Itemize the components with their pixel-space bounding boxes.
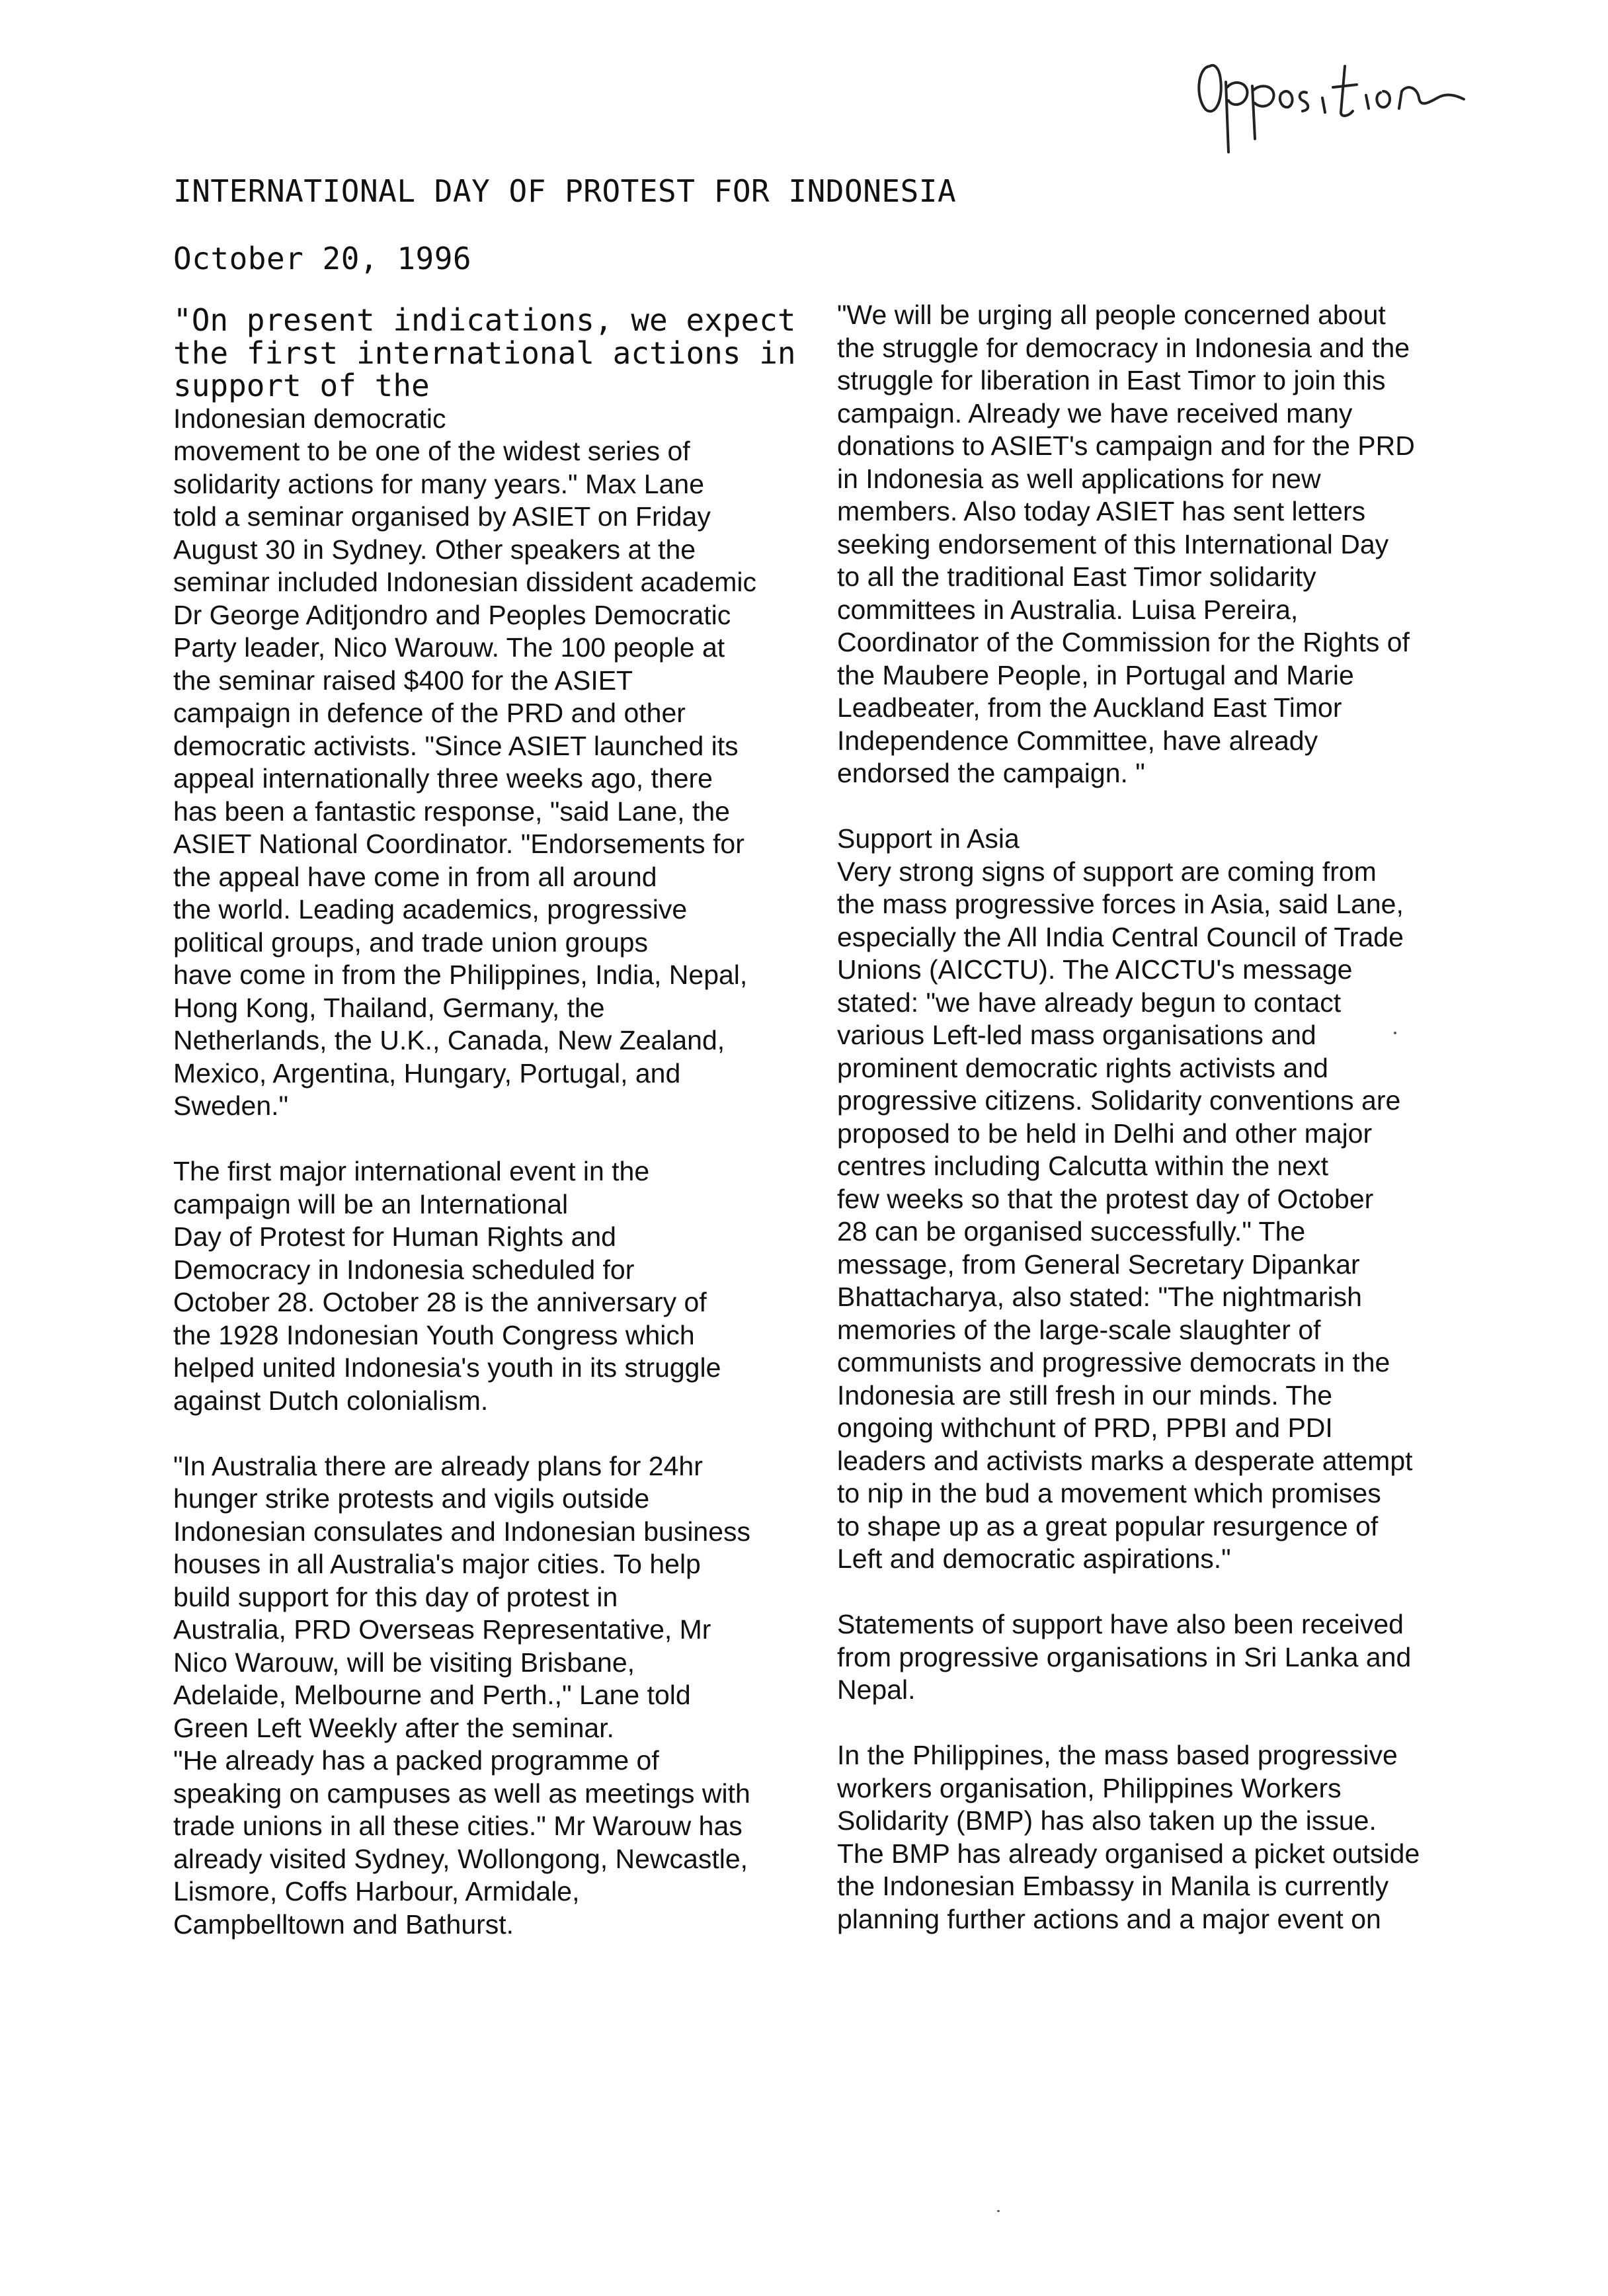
scan-speck: [997, 2210, 1000, 2212]
right-paragraph-3: Statements of support have also been received from progressive organisations in Sri Lanka and Nepal.: [837, 1609, 1412, 1705]
left-paragraph-1: [173, 304, 808, 1123]
handwritten-annotation: [1184, 26, 1468, 159]
scan-speck: [1394, 1032, 1396, 1034]
left-paragraph-2: The first major international event in the campaign will be an International Day of Protest for Human Rights and Democracy in Indonesia scheduled for October 28. October 28 is the anniversary of the 1928 Indonesian Youth Congress which helped united Indonesia's youth in its struggle against Dutch colonialism.: [173, 1156, 721, 1416]
right-paragraph-4: In the Philippines, the mass based progressive workers organisation, Philippines Workers Solidarity (BMP) has also taken up the issue. The BMP has already organised a picket outside the Indonesian Embassy in Manila is currently planning further actions and a major event on: [837, 1740, 1420, 1934]
left-paragraph-1-body: Indonesian democratic movement to be one of the widest series of solidarity actions for many years." Max Lane told a seminar organised by ASIET on Friday August 30 in Sydney. Other speakers at the seminar included Indonesian dissident academic Dr George Aditjondro and Peoples Democratic Party leader, Nico Warouw. The 100 people at the seminar raised $400 for the ASIET campaign in defence of the PRD and other democratic activists. "Since ASIET launched its appeal internationally three weeks ago, there has been a fantastic response, "said Lane, the ASIET National Coordinator. "Endorsements for the appeal have come in from all around the world. Leading academics, progressive political groups, and trade union groups have come in from the Philippines, India, Nepal, Hong Kong, Thailand, Germany, the Netherlands, the U.K., Canada, New Zealand, Mexico, Argentina, Hungary, Portugal, and Sweden.": [173, 403, 757, 1121]
right-paragraph-2: Very strong signs of support are coming from the mass progressive forces in Asia, said Lane, especially the All India Central Council of Trade Unions (AICCTU). The AICCTU's message stated: "we have already begun to contact various Left-led mass organisations and prominent democratic rights activists and progressive citizens. Solidarity conventions are proposed to be held in Delhi and other major centres including Calcutta within the next few weeks so that the protest day of October 28 can be organised successfully." The message, from General Secretary Dipankar Bhattacharya, also stated: "The nightmarish memories of the large-scale slaughter of communists and progressive democrats in the Indonesia are still fresh in our minds. The ongoing withchunt of PRD, PPBI and PDI leaders and activists marks a desperate attempt to nip in the bud a movement which promises to shape up as a great popular resurgence of Left and democratic aspirations.": [837, 856, 1413, 1574]
right-paragraph-1: "We will be urging all people concerned about the struggle for democracy in Indonesia and the struggle for liberation in East Timor to join this campaign. Already we have received many donations to ASIET's campaign and for the PRD in Indonesia as well applications for new members. Also today ASIET has sent letters seeking endorsement of this International Day to all the traditional East Timor solidarity committees in Australia. Luisa Pereira, Coordinator of the Commission for the Rights of the Maubere People, in Portugal and Marie Leadbeater, from the Auckland East Timor Independence Committee, have already endorsed the campaign. ": [837, 300, 1415, 788]
right-column: [837, 299, 1472, 1936]
page-title: INTERNATIONAL DAY OF PROTEST FOR INDONESIA: [173, 173, 957, 209]
left-column: [173, 304, 808, 1941]
section-heading-support-in-asia: Support in Asia: [837, 823, 1020, 854]
left-paragraph-1-typed-lines: "On present indications, we expect the first international actions in support of the: [173, 302, 796, 403]
left-paragraph-3: "In Australia there are already plans for 24hr hunger strike protests and vigils outside Indonesian consulates and Indonesian business houses in all Australia's major cities. To help build support for this day of protest in Australia, PRD Overseas Representative, Mr Nico Warouw, will be visiting Brisbane, Adelaide, Melbourne and Perth.," Lane told Green Left Weekly after the seminar. "He already has a packed programme of speaking on campuses as well as meetings with trade unions in all these cities." Mr Warouw has already visited Sydney, Wollongong, Newcastle, Lismore, Coffs Harbour, Armidale, Campbelltown and Bathurst.: [173, 1450, 751, 1940]
document-date: October 20, 1996: [173, 241, 472, 276]
